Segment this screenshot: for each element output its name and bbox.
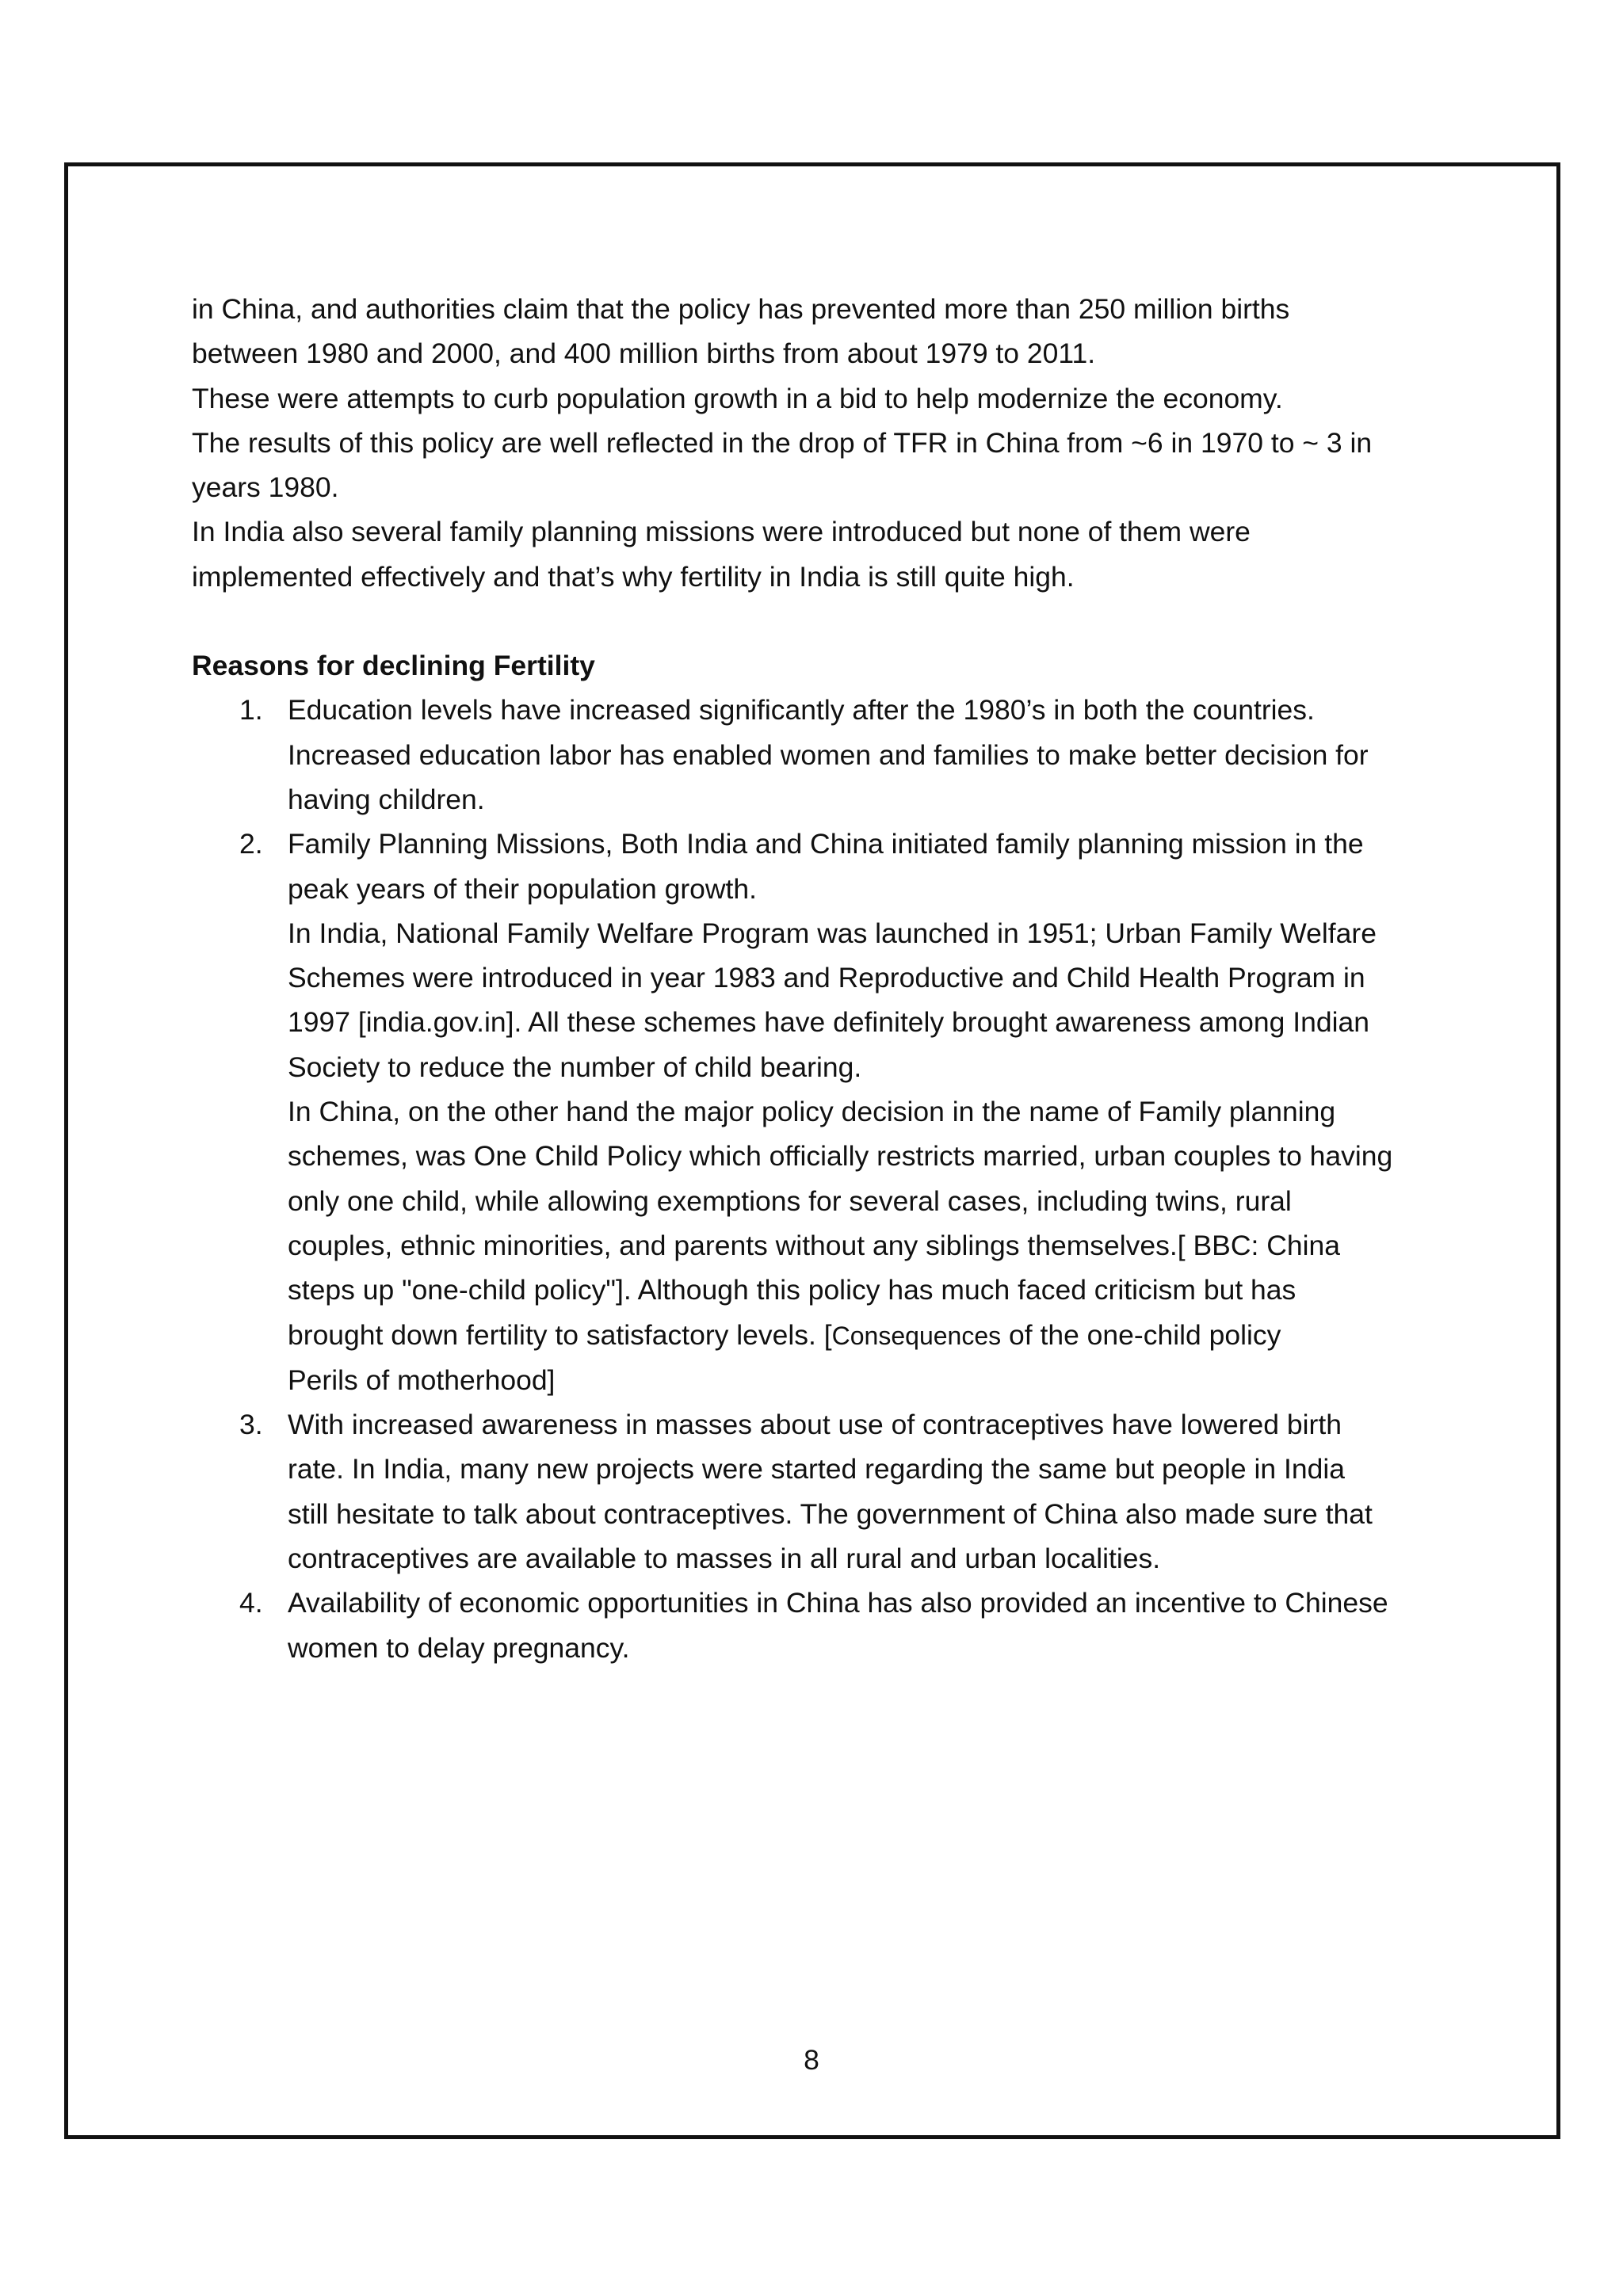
list-line: women to delay pregnancy. — [288, 1631, 630, 1664]
reasons-list — [192, 688, 1460, 1670]
intro-line: The results of this policy are well reflected in the drop of TFR in China from ~6 in 1970 to ~ 3 in — [192, 426, 1373, 459]
section-heading: Reasons for declining Fertility — [192, 650, 595, 682]
list-number: 3. — [239, 1409, 263, 1441]
list-line: Increased education labor has enabled women and families to make better decision for — [288, 738, 1369, 771]
intro-line: years 1980. — [192, 471, 339, 504]
list-line: In China, on the other hand the major policy decision in the name of Family planning — [288, 1096, 1336, 1128]
list-line: steps up "one-child policy"]. Although this policy has much faced criticism but has — [288, 1274, 1296, 1306]
list-line: Perils of motherhood] — [288, 1363, 556, 1396]
list-line: Availability of economic opportunities in China has also provided an incentive to Chinese — [288, 1587, 1388, 1619]
list-item — [192, 688, 1460, 822]
intro-line: between 1980 and 2000, and 400 million births from about 1979 to 2011. — [192, 338, 1096, 370]
mixed-text-pre: brought down fertility to satisfactory levels. [ — [288, 1318, 832, 1351]
page-content — [192, 287, 1460, 1670]
list-line: contraceptives are available to masses in all rural and urban localities. — [288, 1543, 1161, 1575]
list-line: Schemes were introduced in year 1983 and Reproductive and Child Health Program in — [288, 962, 1365, 994]
list-line: Education levels have increased significantly after the 1980’s in both the countries. — [288, 694, 1315, 727]
list-number: 2. — [239, 828, 263, 860]
list-line: peak years of their population growth. — [288, 872, 758, 905]
paragraph-gap — [192, 599, 1460, 643]
intro-line: In India also several family planning missions were introduced but none of them were — [192, 516, 1251, 548]
mixed-text-small: Consequences — [831, 1321, 1002, 1350]
list-item — [192, 1402, 1460, 1581]
list-number: 4. — [239, 1587, 263, 1619]
intro-line: in China, and authorities claim that the policy has prevented more than 250 million births — [192, 293, 1290, 325]
list-item — [192, 822, 1460, 1402]
list-line: only one child, while allowing exemptions for several cases, including twins, rural — [288, 1184, 1292, 1217]
list-item — [192, 1581, 1460, 1670]
list-line: Family Planning Missions, Both India and China initiated family planning mission in the — [288, 828, 1364, 860]
list-line: schemes, was One Child Policy which officially restricts married, urban couples to having — [288, 1140, 1393, 1173]
mixed-text-post: of the one-child policy — [1001, 1318, 1281, 1351]
list-line: With increased awareness in masses about use of contraceptives have lowered birth — [288, 1409, 1342, 1441]
list-line: 1997 [india.gov.in]. All these schemes have definitely brought awareness among Indian — [288, 1006, 1369, 1039]
intro-line: These were attempts to curb population growth in a bid to help modernize the economy. — [192, 382, 1283, 414]
list-line: rate. In India, many new projects were started regarding the same but people in India — [288, 1453, 1345, 1486]
list-line: having children. — [288, 783, 485, 815]
list-line: In India, National Family Welfare Program was launched in 1951; Urban Family Welfare — [288, 917, 1377, 949]
list-line: Society to reduce the number of child bearing. — [288, 1051, 862, 1083]
list-line-mixed — [288, 1313, 1460, 1358]
page-number: 8 — [804, 2044, 819, 2076]
intro-line: implemented effectively and that’s why fertility in India is still quite high. — [192, 560, 1075, 593]
list-number: 1. — [239, 694, 263, 727]
list-line: couples, ethnic minorities, and parents without any siblings themselves.[ BBC: China — [288, 1229, 1340, 1261]
list-line: still hesitate to talk about contraceptives. The government of China also made sure that — [288, 1497, 1373, 1530]
